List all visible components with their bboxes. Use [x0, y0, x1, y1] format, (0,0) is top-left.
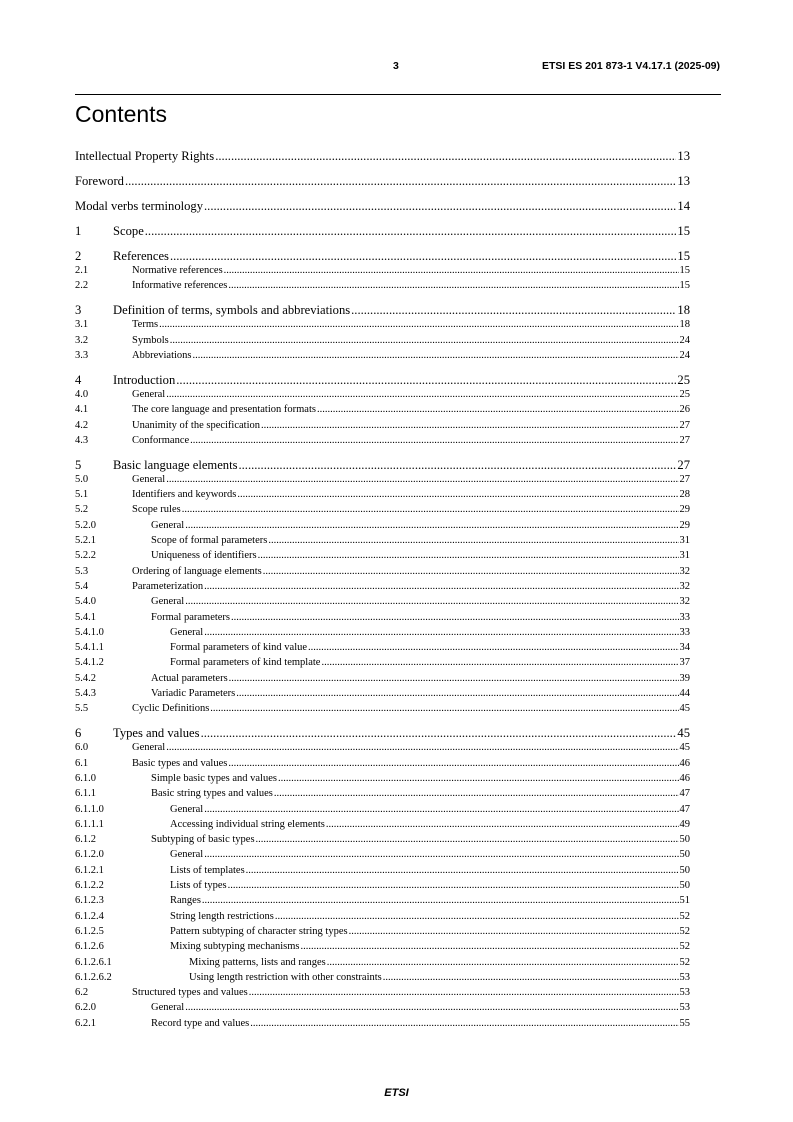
toc-entry[interactable] [75, 656, 690, 670]
toc-entry[interactable] [75, 1001, 690, 1015]
toc-entry-number: 6 [75, 726, 82, 741]
toc-entry[interactable] [75, 833, 690, 847]
toc-entry-page: 31 [679, 550, 690, 562]
document-id: ETSI ES 201 873-1 V4.17.1 (2025-09) [541, 60, 720, 72]
toc-entry[interactable] [75, 864, 690, 878]
toc-entry-number: 5.4.0 [75, 596, 96, 608]
toc-leader-dots [166, 473, 678, 487]
toc-entry[interactable] [75, 611, 690, 625]
toc-entry-page: 27 [679, 434, 690, 446]
toc-entry-page: 50 [679, 849, 690, 861]
toc-entry-title: Basic string types and values [151, 788, 273, 800]
toc-leader-dots [210, 702, 678, 716]
toc-entry-title: Conformance [132, 434, 190, 446]
toc-leader-dots [263, 565, 679, 579]
toc-entry-title: Terms [132, 319, 159, 331]
toc-entry-title: Scope [113, 224, 144, 238]
toc-entry-page: 15 [679, 280, 690, 292]
toc-entry-title: References [113, 249, 169, 263]
toc-entry-number: 4.2 [75, 419, 89, 431]
toc-entry-title: Ranges [170, 895, 201, 907]
toc-entry[interactable] [75, 173, 690, 189]
toc-entry-number: 6.0 [75, 742, 89, 754]
toc-entry[interactable] [75, 549, 690, 563]
toc-entry-title: String length restrictions [170, 910, 274, 922]
toc-entry-number: 5.4.3 [75, 688, 96, 699]
toc-entry[interactable] [75, 741, 690, 755]
toc-entry-number: 6.1.2.6.1 [75, 956, 112, 968]
toc-entry-title: The core language and presentation formats [132, 404, 316, 416]
toc-entry-title: Subtyping of basic types [151, 834, 255, 846]
toc-entry[interactable] [75, 626, 690, 640]
toc-entry-title: Simple basic types and values [151, 772, 277, 784]
toc-entry-page: 53 [679, 987, 690, 999]
toc-entry-number: 5.2.2 [75, 550, 96, 562]
toc-entry[interactable] [75, 925, 690, 939]
toc-entry-page: 52 [679, 925, 690, 937]
toc-entry-number: 6.2 [75, 987, 89, 999]
toc-entry[interactable] [75, 534, 690, 548]
toc-entry-page: 33 [679, 611, 690, 623]
toc-entry-page: 45 [677, 726, 690, 741]
toc-leader-dots [204, 580, 678, 594]
toc-entry-title: General [151, 519, 185, 531]
toc-leader-dots [202, 894, 679, 908]
toc-entry-title: Uniqueness of identifiers [151, 550, 257, 562]
toc-entry-page: 45 [679, 742, 690, 754]
toc-entry-page: 52 [679, 910, 690, 922]
toc-entry-title: Using length restriction with other constraints [189, 971, 382, 983]
toc-entry-page: 25 [679, 388, 690, 400]
toc-entry-number: 3.2 [75, 334, 89, 346]
toc-entry-number: 5 [75, 457, 82, 472]
toc-entry-page: 50 [679, 880, 690, 891]
toc-entry[interactable] [75, 264, 690, 278]
toc-entry[interactable] [75, 565, 690, 579]
toc-entry-page: 28 [679, 489, 690, 501]
toc-entry[interactable] [75, 279, 690, 293]
toc-entry-title: General [132, 388, 166, 400]
toc-entry-title: Variadic Parameters [151, 688, 236, 699]
toc-entry-number: 5.3 [75, 565, 89, 577]
toc-entry-number: 6.1.2.2 [75, 880, 104, 891]
toc-leader-dots [275, 910, 679, 924]
toc-entry[interactable] [75, 1017, 690, 1031]
toc-entry[interactable] [75, 419, 690, 433]
toc-entry-page: 39 [679, 672, 690, 684]
toc-entry-number: 6.1.1.1 [75, 818, 104, 830]
toc-entry-page: 18 [679, 319, 690, 331]
toc-entry[interactable] [75, 956, 690, 970]
toc-leader-dots [237, 488, 678, 502]
toc-entry-number: 2.2 [75, 280, 89, 292]
toc-entry-number: 6.1 [75, 757, 89, 769]
toc-entry[interactable] [75, 641, 690, 655]
toc-entry-page: 13 [677, 149, 690, 163]
toc-leader-dots [274, 787, 679, 801]
toc-leader-dots [170, 334, 679, 348]
toc-entry-title: Scope of formal parameters [151, 535, 268, 546]
toc-entry[interactable] [75, 223, 690, 239]
toc-entry-title: Pattern subtyping of character string types [170, 925, 348, 937]
toc-entry-page: 47 [679, 788, 690, 800]
toc-entry-number: 6.1.1 [75, 788, 96, 800]
toc-entry-page: 53 [679, 971, 690, 983]
toc-entry-number: 3.3 [75, 349, 89, 361]
toc-entry-number: 6.1.0 [75, 772, 96, 784]
toc-entry-title: Mixing patterns, lists and ranges [189, 956, 326, 968]
toc-entry[interactable] [75, 488, 690, 502]
toc-entry-title: Formal parameters [151, 611, 231, 623]
toc-entry-title: Ordering of language elements [132, 565, 262, 577]
toc-entry-number: 6.1.1.0 [75, 803, 104, 815]
toc-entry-title: Formal parameters of kind template [170, 657, 321, 669]
toc-entry-page: 29 [679, 519, 690, 531]
toc-entry[interactable] [75, 349, 690, 363]
toc-entry-title: General [132, 742, 166, 754]
footer-logo-text: ETSI [384, 1087, 409, 1099]
toc-entry-title: Modal verbs terminology [75, 199, 204, 213]
toc-entry-page: 55 [679, 1017, 690, 1029]
toc-entry-page: 25 [677, 372, 690, 387]
toc-entry-number: 2.1 [75, 265, 89, 276]
toc-entry-page: 51 [679, 895, 690, 907]
toc-leader-dots [327, 956, 679, 970]
toc-entry[interactable] [75, 580, 690, 594]
toc-entry-title: Types and values [113, 726, 200, 741]
toc-entry[interactable] [75, 302, 690, 318]
toc-entry-page: 46 [679, 772, 690, 784]
toc-entry[interactable] [75, 672, 690, 686]
toc-entry[interactable] [75, 403, 690, 417]
toc-entry[interactable] [75, 725, 690, 741]
toc-leader-dots [182, 503, 679, 517]
toc-entry-title: General [132, 473, 166, 485]
toc-entry-title: Lists of types [170, 880, 227, 891]
toc-entry-number: 6.1.2.4 [75, 910, 104, 922]
toc-entry[interactable] [75, 986, 690, 1000]
toc-entry-title: General [151, 596, 185, 608]
toc-entry-number: 5.4.1.2 [75, 657, 104, 669]
toc-leader-dots [231, 611, 678, 625]
toc-leader-dots [228, 879, 679, 893]
toc-entry-number: 4.3 [75, 434, 89, 446]
toc-entry-page: 31 [679, 535, 690, 546]
toc-entry[interactable] [75, 595, 690, 609]
toc-leader-dots [145, 223, 677, 239]
toc-leader-dots [246, 864, 679, 878]
toc-entry[interactable] [75, 787, 690, 801]
toc-entry-title: Accessing individual string elements [170, 818, 325, 830]
toc-leader-dots [236, 687, 678, 701]
toc-leader-dots [185, 595, 678, 609]
toc-entry-page: 18 [677, 303, 690, 318]
toc-leader-dots [239, 457, 677, 473]
toc-leader-dots [317, 403, 679, 417]
toc-entry-page: 26 [679, 404, 690, 416]
toc-entry[interactable] [75, 248, 690, 264]
toc-entry-number: 6.1.2.1 [75, 864, 104, 876]
toc-leader-dots [351, 302, 676, 318]
toc-leader-dots [229, 672, 679, 686]
toc-entry[interactable] [75, 772, 690, 786]
toc-entry-number: 6.1.2.5 [75, 925, 104, 937]
toc-entry[interactable] [75, 687, 690, 701]
toc-entry[interactable] [75, 971, 690, 985]
toc-entry[interactable] [75, 457, 690, 473]
toc-entry-page: 52 [679, 956, 690, 968]
toc-entry-title: Parameterization [132, 580, 204, 592]
toc-leader-dots [176, 372, 676, 388]
toc-entry-number: 6.1.2.6 [75, 941, 104, 953]
toc-leader-dots [301, 940, 679, 954]
page-number: 3 [393, 60, 399, 72]
toc-entry-number: 2 [75, 249, 82, 263]
toc-leader-dots [224, 264, 679, 278]
toc-leader-dots [258, 549, 679, 563]
toc-leader-dots [228, 757, 678, 771]
toc-entry-page: 14 [677, 199, 690, 213]
toc-entry-title: Mixing subtyping mechanisms [170, 941, 300, 953]
toc-entry-title: Scope rules [132, 504, 181, 516]
toc-entry-page: 27 [679, 419, 690, 431]
toc-entry[interactable] [75, 198, 690, 214]
toc-entry[interactable] [75, 757, 690, 771]
toc-leader-dots [249, 986, 679, 1000]
toc-entry-title: Informative references [132, 280, 228, 292]
toc-entry-number: 5.4.1.1 [75, 642, 104, 654]
toc-entry-number: 5.2.0 [75, 519, 96, 531]
toc-leader-dots [193, 349, 679, 363]
toc-leader-dots [204, 198, 676, 214]
toc-entry-title: Definition of terms, symbols and abbreviations [113, 303, 351, 318]
toc-entry-number: 5.4.1 [75, 611, 96, 623]
toc-entry-number: 5.0 [75, 473, 89, 485]
toc-entry-title: Identifiers and keywords [132, 489, 237, 501]
toc-entry-number: 5.4 [75, 580, 89, 592]
toc-entry[interactable] [75, 148, 690, 164]
toc-entry-title: Record type and values [151, 1017, 250, 1029]
toc-entry-number: 6.2.0 [75, 1002, 96, 1014]
toc-leader-dots [261, 419, 678, 433]
toc-entry-page: 15 [677, 224, 690, 238]
toc-leader-dots [228, 279, 678, 293]
toc-entry[interactable] [75, 910, 690, 924]
toc-entry-page: 32 [679, 580, 690, 592]
toc-entry[interactable] [75, 702, 690, 716]
toc-entry-page: 13 [677, 174, 690, 188]
toc-entry[interactable] [75, 879, 690, 893]
toc-entry-title: Lists of templates [170, 864, 245, 876]
toc-leader-dots [204, 803, 678, 817]
toc-leader-dots [159, 318, 678, 332]
toc-entry[interactable] [75, 894, 690, 908]
toc-leader-dots [268, 534, 678, 548]
toc-entry-number: 4.1 [75, 404, 89, 416]
toc-entry-page: 44 [679, 688, 690, 699]
toc-entry-title: General [170, 849, 204, 861]
toc-entry-number: 1 [75, 224, 82, 238]
toc-entry-page: 15 [679, 265, 690, 276]
toc-entry[interactable] [75, 388, 690, 402]
toc-entry-title: Abbreviations [132, 349, 192, 361]
toc-leader-dots [215, 148, 676, 164]
toc-entry-page: 24 [679, 349, 690, 361]
toc-entry-page: 53 [679, 1002, 690, 1014]
toc-leader-dots [278, 772, 679, 786]
toc-entry-title: Actual parameters [151, 672, 228, 684]
toc-leader-dots [326, 818, 679, 832]
toc-entry-title: Formal parameters of kind value [170, 642, 308, 654]
toc-entry-page: 50 [679, 834, 690, 846]
toc-entry[interactable] [75, 940, 690, 954]
toc-entry-title: Cyclic Definitions [132, 703, 210, 715]
toc-entry[interactable] [75, 434, 690, 448]
toc-entry-number: 6.1.2.3 [75, 895, 104, 907]
toc-entry-title: Unanimity of the specification [132, 419, 261, 431]
toc-entry-number: 5.4.1.0 [75, 626, 104, 638]
toc-entry-number: 6.1.2.6.2 [75, 971, 112, 983]
toc-entry-number: 5.1 [75, 489, 89, 501]
toc-entry-title: Structured types and values [132, 987, 248, 999]
toc-entry-number: 4.0 [75, 388, 89, 400]
toc-entry-title: Intellectual Property Rights [75, 149, 215, 163]
toc-entry-title: Symbols [132, 334, 169, 346]
toc-entry-page: 27 [677, 457, 690, 472]
toc-entry-title: General [151, 1002, 185, 1014]
toc-entry-title: Introduction [113, 372, 176, 387]
toc-entry-page: 32 [679, 596, 690, 608]
toc-leader-dots [190, 434, 678, 448]
toc-entry-title: Basic language elements [113, 457, 238, 472]
toc-entry-title: Normative references [132, 265, 223, 276]
toc-entry-page: 46 [679, 757, 690, 769]
toc-entry[interactable] [75, 334, 690, 348]
toc-entry-title: Foreword [75, 174, 124, 188]
toc-leader-dots [170, 248, 676, 264]
toc-entry[interactable] [75, 519, 690, 533]
toc-entry-number: 6.2.1 [75, 1017, 96, 1029]
toc-entry[interactable] [75, 848, 690, 862]
toc-entry-number: 3 [75, 303, 82, 318]
toc-entry-page: 52 [679, 941, 690, 953]
toc-entry-page: 29 [679, 504, 690, 516]
toc-leader-dots [166, 388, 678, 402]
toc-entry-page: 34 [679, 642, 690, 654]
toc-entry[interactable] [75, 803, 690, 817]
toc-entry-title: Basic types and values [132, 757, 228, 769]
toc-entry-number: 3.1 [75, 319, 89, 331]
toc-entry-page: 24 [679, 334, 690, 346]
toc-leader-dots [166, 741, 678, 755]
toc-entry-number: 6.1.2 [75, 834, 96, 846]
toc-entry-number: 5.5 [75, 703, 89, 715]
toc-entry-title: General [170, 803, 204, 815]
toc-leader-dots [250, 1017, 678, 1031]
toc-entry-page: 47 [679, 803, 690, 815]
toc-entry-title: General [170, 626, 204, 638]
toc-leader-dots [308, 641, 678, 655]
toc-entry-number: 5.4.2 [75, 672, 96, 684]
toc-leader-dots [125, 173, 676, 189]
toc-leader-dots [321, 656, 678, 670]
toc-leader-dots [256, 833, 679, 847]
toc-entry[interactable] [75, 318, 690, 332]
toc-entry[interactable] [75, 372, 690, 388]
page-title: Contents [75, 101, 168, 127]
toc-entry-page: 50 [679, 864, 690, 876]
toc-entry-page: 33 [679, 626, 690, 638]
toc-entry-number: 5.2.1 [75, 535, 96, 546]
toc-leader-dots [383, 971, 679, 985]
toc-entry-page: 49 [679, 818, 690, 830]
toc-leader-dots [185, 1001, 678, 1015]
toc-leader-dots [349, 925, 679, 939]
toc-entry-number: 5.2 [75, 504, 89, 516]
toc-entry-page: 27 [679, 473, 690, 485]
toc-leader-dots [185, 519, 678, 533]
toc-entry-page: 32 [679, 565, 690, 577]
toc-entry-number: 6.1.2.0 [75, 849, 104, 861]
toc-entry[interactable] [75, 503, 690, 517]
toc-entry[interactable] [75, 473, 690, 487]
toc-entry-page: 15 [677, 249, 690, 263]
toc-leader-dots [201, 725, 677, 741]
toc-entry[interactable] [75, 818, 690, 832]
toc-entry-page: 45 [679, 703, 690, 715]
toc-leader-dots [204, 626, 678, 640]
toc-leader-dots [204, 848, 678, 862]
toc-entry-number: 4 [75, 372, 82, 387]
toc-entry-page: 37 [679, 657, 690, 669]
